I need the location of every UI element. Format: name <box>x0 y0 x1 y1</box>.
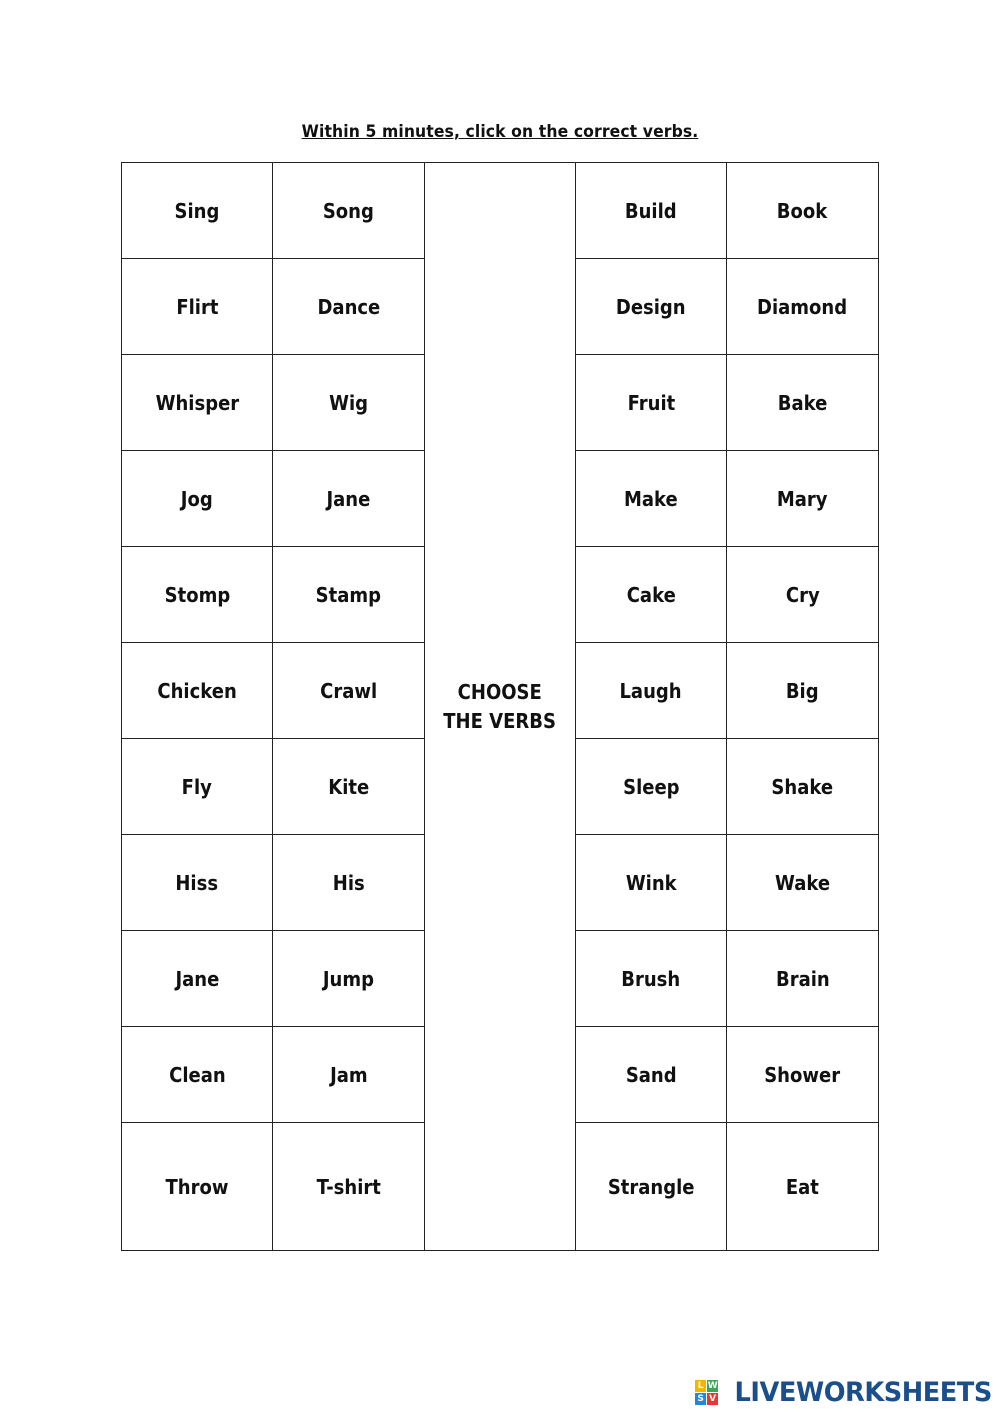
logo-mark-letter: V <box>707 1393 718 1405</box>
liveworksheets-mark-icon <box>695 1380 718 1405</box>
choose-verbs-line-2: THE VERBS <box>443 708 557 733</box>
word-label: Jump <box>322 966 375 991</box>
word-label: Fly <box>181 774 213 799</box>
word-label: Strangle <box>607 1174 695 1199</box>
word-label: Sing <box>174 198 220 223</box>
word-cell[interactable] <box>273 355 425 451</box>
word-label: Cry <box>785 582 820 607</box>
word-cell[interactable] <box>122 643 273 739</box>
liveworksheets-logo-text: LIVEWORKSHEETS <box>734 1376 992 1408</box>
logo-mark-letter: W <box>707 1380 718 1391</box>
word-cell[interactable] <box>576 547 727 643</box>
word-cell[interactable] <box>727 1027 879 1123</box>
word-label: Jane <box>175 966 219 991</box>
word-label: T-shirt <box>316 1174 381 1199</box>
word-cell[interactable] <box>576 1027 727 1123</box>
word-label: Stomp <box>164 582 230 607</box>
word-label: Wink <box>625 870 677 895</box>
word-label: Cake <box>626 582 676 607</box>
word-label: Big <box>786 678 819 703</box>
word-label: Stamp <box>315 582 382 607</box>
word-cell[interactable] <box>273 163 425 259</box>
verb-choice-grid <box>121 162 879 1251</box>
word-cell[interactable] <box>273 739 425 835</box>
word-label: Jog <box>181 486 213 511</box>
word-label: Chicken <box>157 678 237 703</box>
word-cell[interactable] <box>576 643 727 739</box>
word-label: Diamond <box>757 294 848 319</box>
word-cell[interactable] <box>727 835 879 931</box>
word-label: Mary <box>777 486 828 511</box>
word-label: Shake <box>771 774 834 799</box>
word-label: Sleep <box>622 774 680 799</box>
word-cell[interactable] <box>727 259 879 355</box>
word-label: Build <box>625 198 677 223</box>
liveworksheets-logo <box>695 1377 992 1407</box>
word-label: Make <box>624 486 678 511</box>
word-cell[interactable] <box>273 1027 425 1123</box>
word-cell[interactable] <box>273 931 425 1027</box>
grid-row <box>122 163 879 259</box>
word-cell[interactable] <box>576 355 727 451</box>
word-label: Jam <box>329 1062 368 1087</box>
word-cell[interactable] <box>727 547 879 643</box>
word-cell[interactable] <box>122 1027 273 1123</box>
word-cell[interactable] <box>122 163 273 259</box>
word-label: Throw <box>165 1174 229 1199</box>
word-cell[interactable] <box>576 259 727 355</box>
word-cell[interactable] <box>122 1123 273 1251</box>
word-cell[interactable] <box>273 1123 425 1251</box>
word-label: Song <box>322 198 375 223</box>
word-cell[interactable] <box>273 835 425 931</box>
word-label: Dance <box>317 294 380 319</box>
logo-mark-letter: S <box>695 1393 706 1405</box>
word-cell[interactable] <box>727 163 879 259</box>
word-cell[interactable] <box>576 739 727 835</box>
word-cell[interactable] <box>122 355 273 451</box>
word-label: Jane <box>326 486 371 511</box>
word-cell[interactable] <box>576 451 727 547</box>
word-cell[interactable] <box>273 547 425 643</box>
word-label: Laugh <box>619 678 683 703</box>
word-cell[interactable] <box>727 643 879 739</box>
word-label: Shower <box>764 1062 841 1087</box>
word-label: Wig <box>329 390 368 415</box>
word-cell[interactable] <box>122 259 273 355</box>
word-label: Wake <box>774 870 831 895</box>
word-label: Flirt <box>175 294 219 319</box>
word-label: Hiss <box>175 870 219 895</box>
choose-verbs-label-cell <box>425 163 576 1251</box>
word-cell[interactable] <box>273 259 425 355</box>
word-cell[interactable] <box>727 451 879 547</box>
word-label: Brush <box>621 966 681 991</box>
word-label: Clean <box>168 1062 226 1087</box>
word-cell[interactable] <box>727 1123 879 1251</box>
word-label: Design <box>616 294 686 319</box>
word-label: Brain <box>775 966 830 991</box>
word-label: His <box>332 870 365 895</box>
word-label: Bake <box>777 390 828 415</box>
word-cell[interactable] <box>122 931 273 1027</box>
word-label: Book <box>777 198 828 223</box>
word-label: Whisper <box>155 390 239 415</box>
word-cell[interactable] <box>122 835 273 931</box>
word-label: Kite <box>328 774 369 799</box>
choose-verbs-line-1: CHOOSE <box>457 679 543 704</box>
word-cell[interactable] <box>576 163 727 259</box>
word-cell[interactable] <box>727 355 879 451</box>
word-label: Fruit <box>627 390 675 415</box>
word-cell[interactable] <box>576 835 727 931</box>
word-cell[interactable] <box>727 931 879 1027</box>
word-cell[interactable] <box>273 643 425 739</box>
word-cell[interactable] <box>576 1123 727 1251</box>
word-cell[interactable] <box>122 547 273 643</box>
word-label: Eat <box>785 1174 820 1199</box>
word-label: Crawl <box>319 678 378 703</box>
word-cell[interactable] <box>122 739 273 835</box>
word-cell[interactable] <box>273 451 425 547</box>
word-cell[interactable] <box>576 931 727 1027</box>
word-label: Sand <box>625 1062 677 1087</box>
logo-mark-letter: L <box>695 1380 706 1392</box>
instructions-title: Within 5 minutes, click on the correct verbs. <box>301 122 699 142</box>
word-cell[interactable] <box>122 451 273 547</box>
word-cell[interactable] <box>727 739 879 835</box>
